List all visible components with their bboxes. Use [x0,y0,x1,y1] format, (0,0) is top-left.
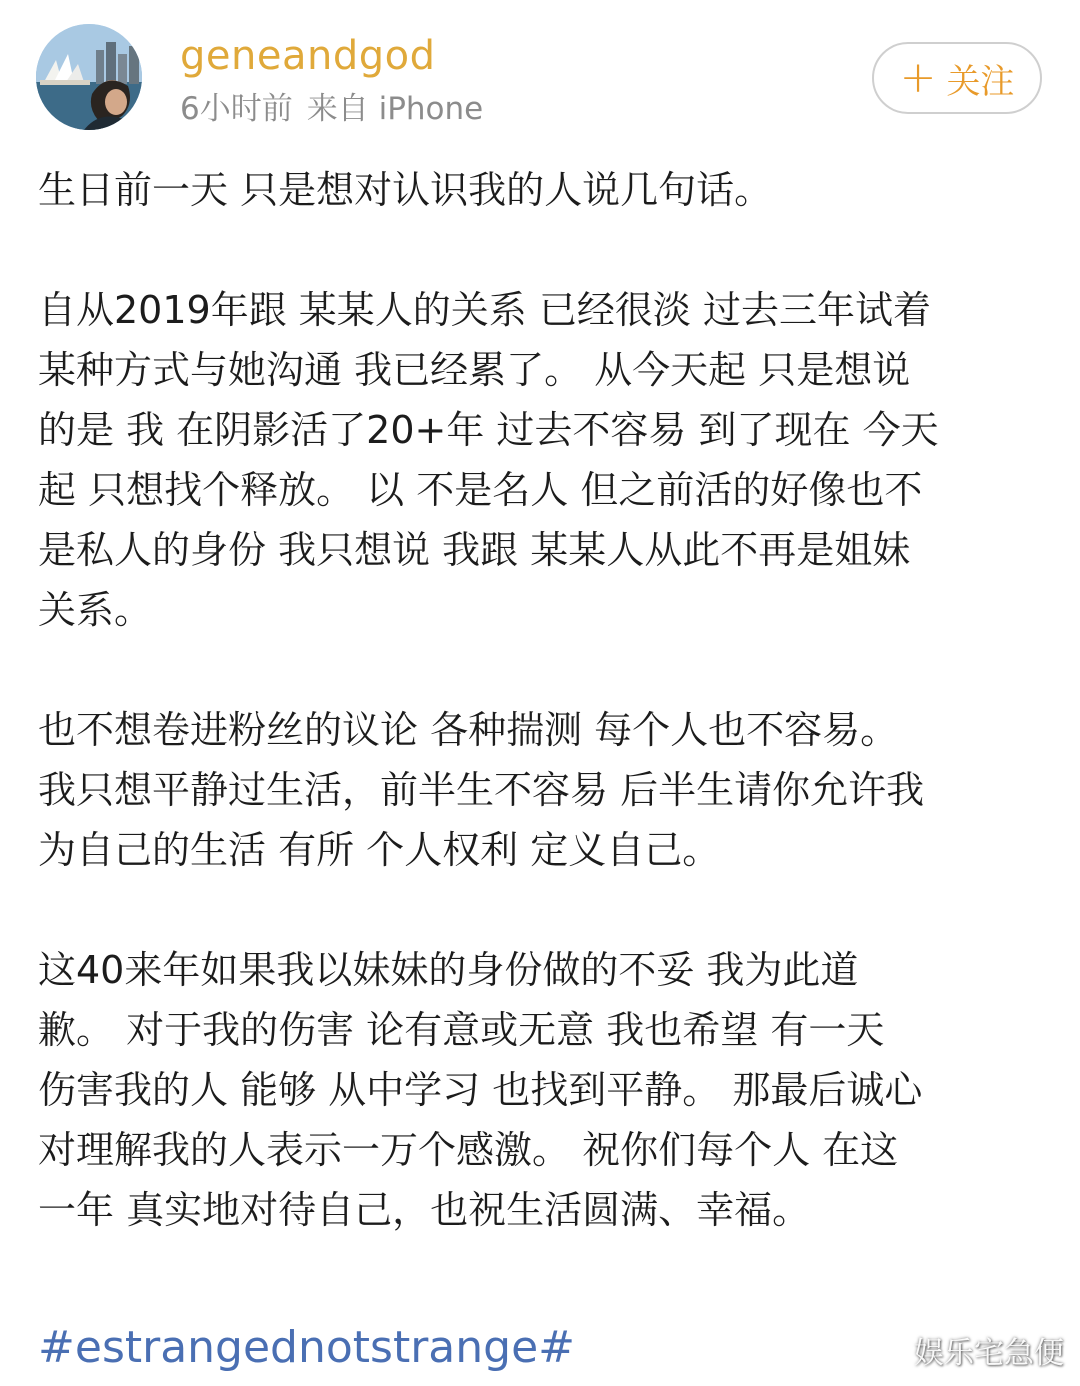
text-line: 这40来年如果我以妹妹的身份做的不妥 我为此道 [38,948,859,992]
text-line: 起 只想找个释放。 以 不是名人 但之前活的好像也不 [38,468,923,512]
text-line: 某种方式与她沟通 我已经累了。 从今天起 只是想说 [38,348,911,392]
text-line: 的是 我 在阴影活了20+年 过去不容易 到了现在 今天 [38,408,939,452]
text-line: 为自己的生活 有所 个人权利 定义自己。 [38,828,721,872]
text-line: 生日前一天 只是想对认识我的人说几句话。 [38,168,773,212]
post-time: 6小时前 [180,91,293,127]
follow-button-label: 关注 [946,61,1015,102]
paragraph-3 [38,700,1048,880]
post-header [0,0,1080,150]
paragraph-2 [38,280,1048,640]
text-line: 我只想平静过生活，前半生不容易 后半生请你允许我 [38,768,925,812]
text-line: 自从2019年跟 某某人的关系 已经很淡 过去三年试着 [38,288,931,332]
username[interactable]: geneandgod [180,33,436,79]
text-line: 歉。 对于我的伤害 论有意或无意 我也希望 有一天 [38,1008,885,1052]
text-line: 对理解我的人表示一万个感激。 祝你们每个人 在这 [38,1128,899,1172]
post-meta [180,88,483,130]
text-line: 一年 真实地对待自己，也祝生活圆满、幸福。 [38,1188,811,1232]
post-source: 来自 iPhone [306,91,484,127]
paragraph-4 [38,940,1048,1240]
text-line: 是私人的身份 我只想说 我跟 某某人从此不再是姐妹 [38,528,911,572]
avatar-photo [36,24,142,130]
avatar[interactable] [36,24,142,130]
hashtag-link[interactable]: #estrangednotstrange# [38,1322,576,1373]
text-line: 也不想卷进粉丝的议论 各种揣测 每个人也不容易。 [38,708,899,752]
post-body [38,160,1048,1240]
paragraph-1 [38,160,1048,220]
plus-icon: + [899,52,937,103]
follow-button[interactable] [872,42,1042,114]
text-line: 伤害我的人 能够 从中学习 也找到平静。 那最后诚心 [38,1068,923,1112]
watermark: 娱乐宅急便 [914,1336,1064,1371]
text-line: 关系。 [38,588,153,632]
